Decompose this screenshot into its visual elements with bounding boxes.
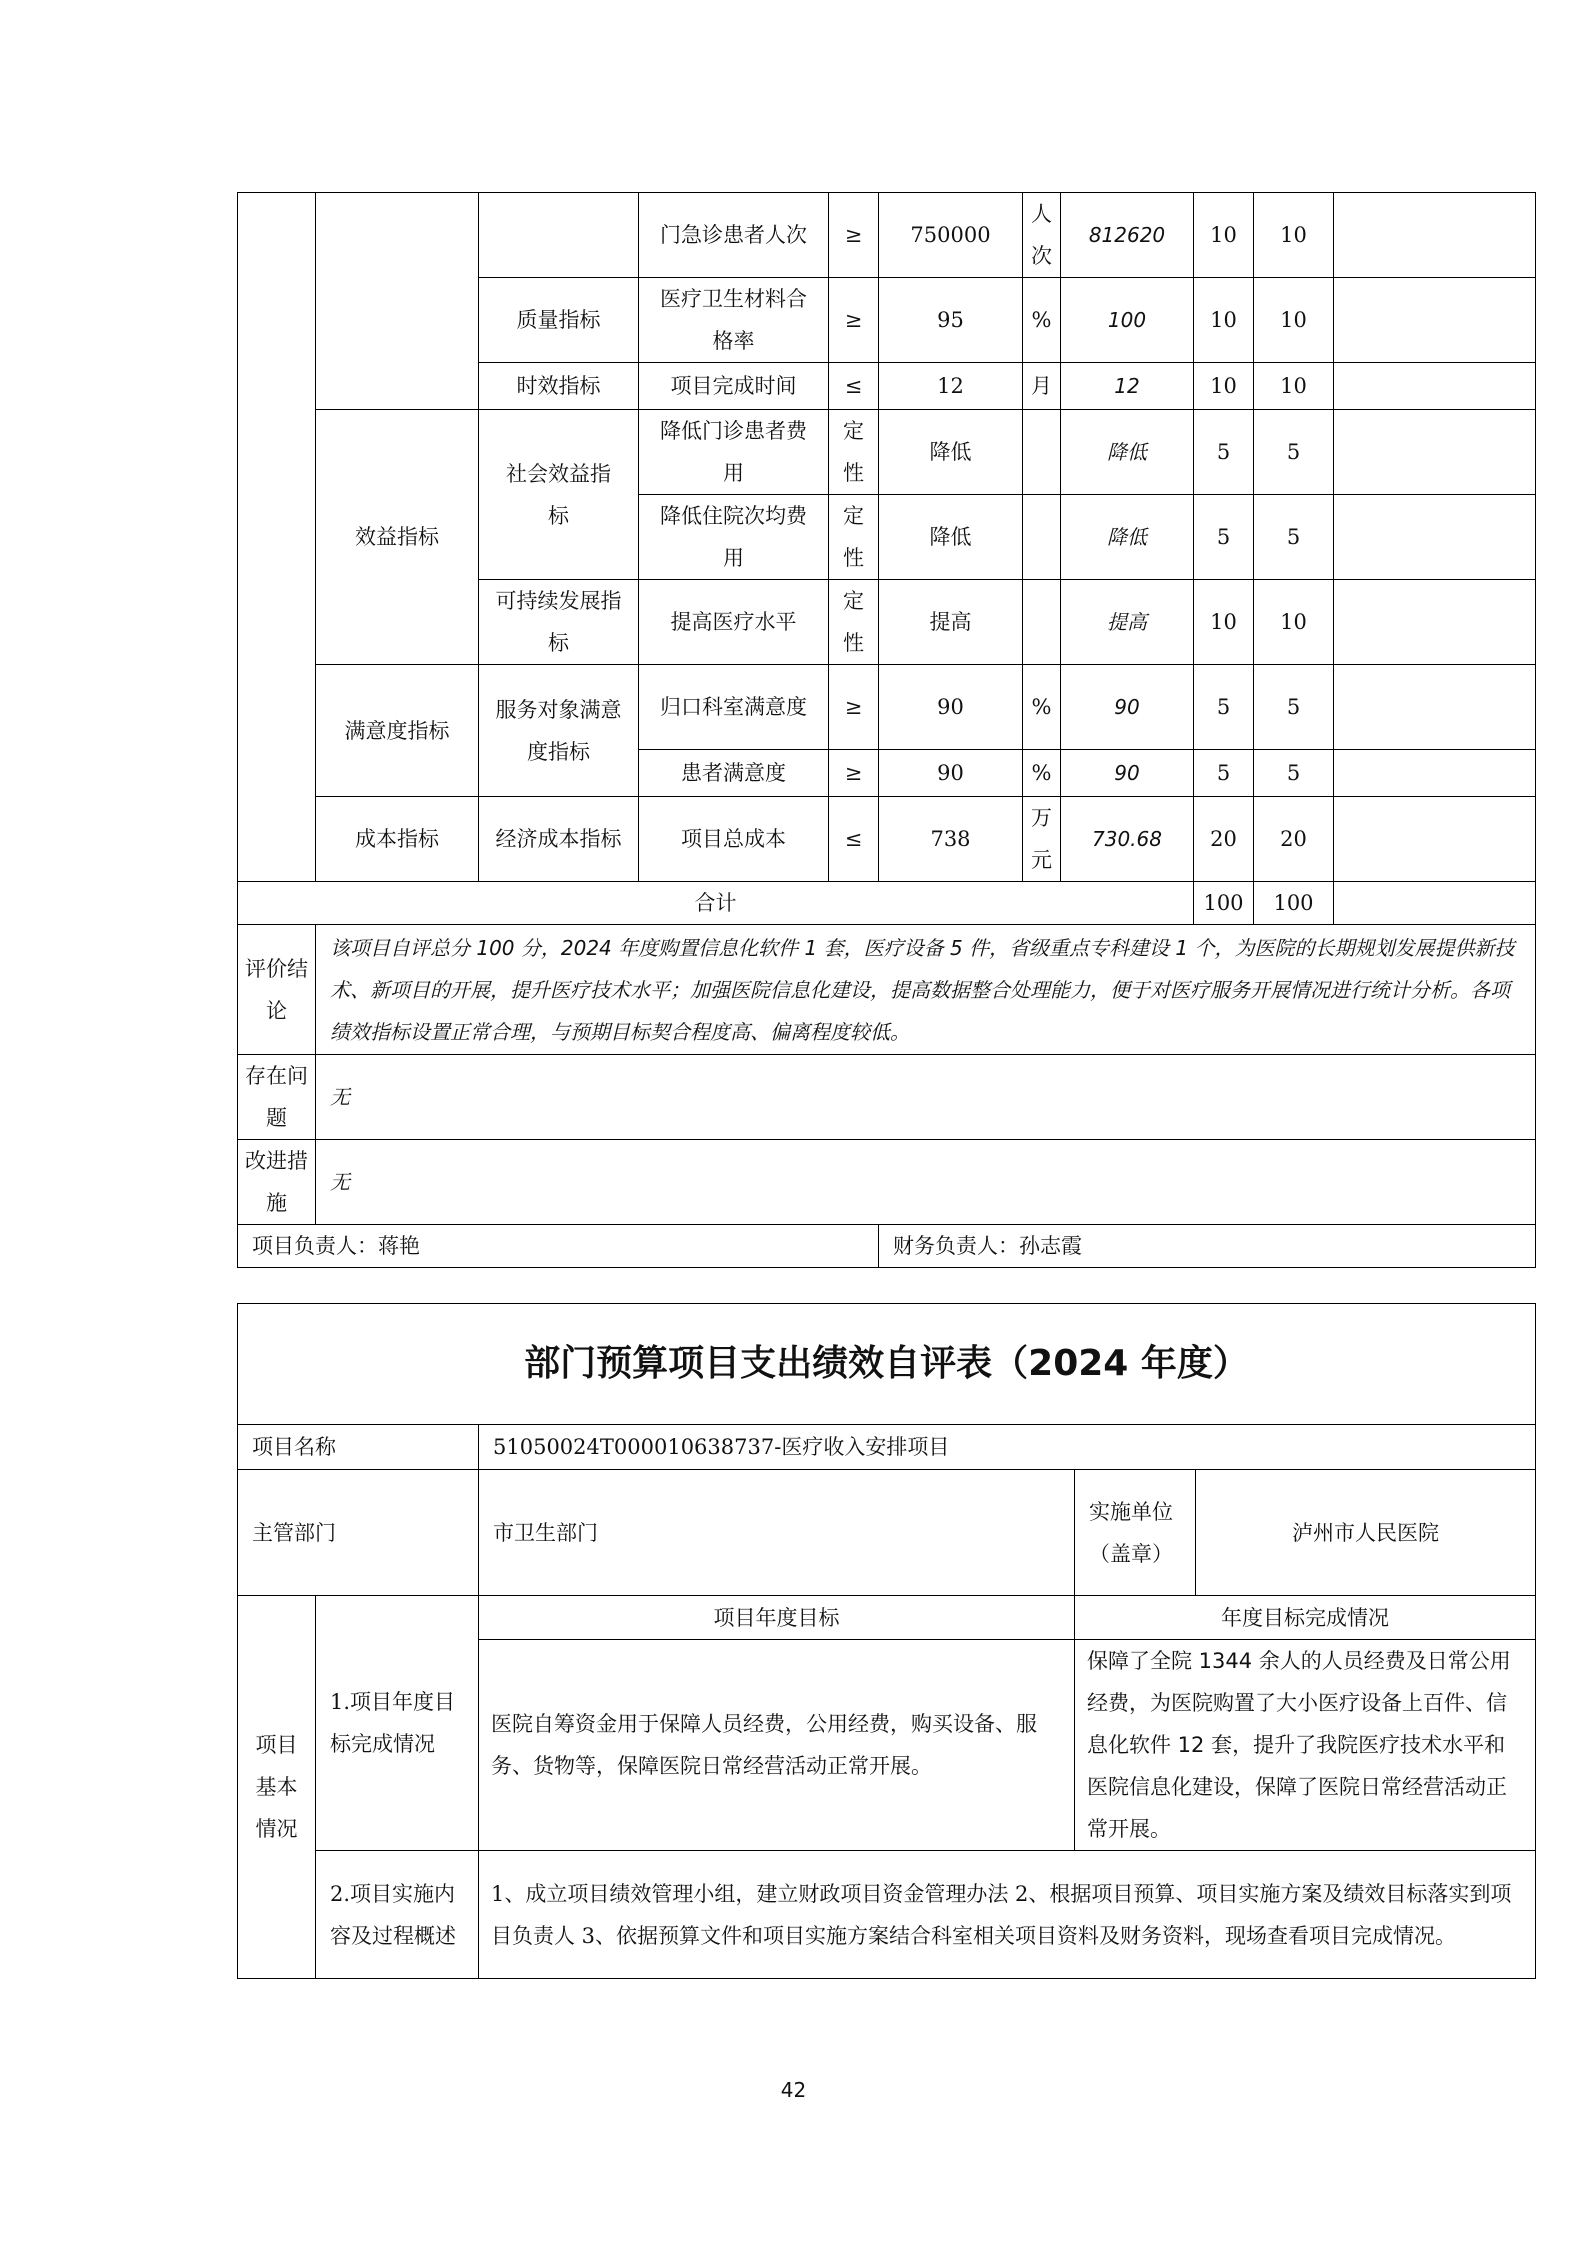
project-name-value: 51050024T000010638737-医疗收入安排项目 — [479, 1425, 1536, 1470]
weight: 10 — [1194, 193, 1254, 278]
note — [1334, 580, 1536, 665]
score: 5 — [1254, 495, 1334, 580]
operator: ≥ — [829, 750, 879, 797]
project-leader: 项目负责人：蒋艳 — [238, 1225, 879, 1268]
goal-text: 医院自筹资金用于保障人员经费，公用经费，购买设备、服务、货物等，保障医院日常经营活动正常开展。 — [479, 1640, 1075, 1851]
level2-cell: 成本指标 — [316, 797, 479, 882]
level2-cell — [316, 193, 479, 410]
unit: % — [1023, 750, 1061, 797]
conclusion-label: 评价结论 — [238, 925, 316, 1055]
total-row — [238, 882, 1536, 925]
indicator-row — [238, 665, 1536, 750]
weight: 5 — [1194, 665, 1254, 750]
score: 10 — [1254, 193, 1334, 278]
indicator-name: 患者满意度 — [639, 750, 829, 797]
basic-info-label: 项目基本情况 — [238, 1596, 316, 1979]
operator: ≤ — [829, 797, 879, 882]
total-score: 100 — [1254, 882, 1334, 925]
operator: 定性 — [829, 580, 879, 665]
indicator-name: 降低住院次均费用 — [639, 495, 829, 580]
unit — [1023, 410, 1061, 495]
operator: ≥ — [829, 665, 879, 750]
score: 20 — [1254, 797, 1334, 882]
indicator-name: 归口科室满意度 — [639, 665, 829, 750]
operator: 定性 — [829, 495, 879, 580]
weight: 5 — [1194, 750, 1254, 797]
weight: 10 — [1194, 278, 1254, 363]
improvements-text: 无 — [316, 1140, 1536, 1225]
form-title-row — [238, 1304, 1536, 1425]
weight: 5 — [1194, 410, 1254, 495]
actual-value: 降低 — [1061, 410, 1194, 495]
note — [1334, 665, 1536, 750]
signature-row — [238, 1225, 1536, 1268]
operator: 定性 — [829, 410, 879, 495]
indicator-name: 项目总成本 — [639, 797, 829, 882]
level3-cell: 服务对象满意度指标 — [479, 665, 639, 797]
target-value: 降低 — [879, 495, 1023, 580]
weight: 5 — [1194, 495, 1254, 580]
completion-text: 保障了全院 1344 余人的人员经费及日常公用经费，为医院购置了大小医疗设备上百件、信息化软件 12 套，提升了我院医疗技术水平和医院信息化建设，保障了医院日常经营活动正常开展。 — [1075, 1640, 1536, 1851]
actual-value: 12 — [1061, 363, 1194, 410]
dept-value: 市卫生部门 — [479, 1470, 1075, 1596]
goal-section-label: 1.项目年度目标完成情况 — [316, 1596, 479, 1851]
conclusion-row — [238, 925, 1536, 1055]
conclusion-text: 该项目自评总分 100 分，2024 年度购置信息化软件 1 套，医疗设备 5 件，省级重点专科建设 1 个，为医院的长期规划发展提供新技术、新项目的开展，提升医疗技术水平；加强医院信息化建设，提高数据整合处理能力，便于对医疗服务开展情况进行统计分析。各项绩效指标设置正常合理，与预期目标契合程度高、偏离程度较低。 — [316, 925, 1536, 1055]
goal-header-row — [238, 1596, 1536, 1640]
indicator-name: 降低门诊患者费用 — [639, 410, 829, 495]
actual-value: 100 — [1061, 278, 1194, 363]
target-value: 90 — [879, 665, 1023, 750]
self-evaluation-form — [237, 1303, 1536, 1979]
total-weight: 100 — [1194, 882, 1254, 925]
operator: ≤ — [829, 363, 879, 410]
implementation-row — [238, 1851, 1536, 1979]
score: 5 — [1254, 410, 1334, 495]
unit: 万元 — [1023, 797, 1061, 882]
improvements-row — [238, 1140, 1536, 1225]
unit — [1023, 580, 1061, 665]
target-value: 90 — [879, 750, 1023, 797]
indicator-name: 项目完成时间 — [639, 363, 829, 410]
target-value: 12 — [879, 363, 1023, 410]
total-note — [1334, 882, 1536, 925]
page-number: 42 — [780, 2078, 807, 2102]
form-title: 部门预算项目支出绩效自评表（2024 年度） — [238, 1304, 1536, 1425]
problems-label: 存在问题 — [238, 1055, 316, 1140]
actual-value: 提高 — [1061, 580, 1194, 665]
project-name-row — [238, 1425, 1536, 1470]
note — [1334, 363, 1536, 410]
note — [1334, 278, 1536, 363]
goal-header: 项目年度目标 — [479, 1596, 1075, 1640]
score: 10 — [1254, 363, 1334, 410]
note — [1334, 495, 1536, 580]
score: 10 — [1254, 580, 1334, 665]
score: 5 — [1254, 665, 1334, 750]
note — [1334, 410, 1536, 495]
score: 5 — [1254, 750, 1334, 797]
indicator-row — [238, 193, 1536, 278]
level3-cell: 时效指标 — [479, 363, 639, 410]
indicator-name: 提高医疗水平 — [639, 580, 829, 665]
level3-cell: 社会效益指标 — [479, 410, 639, 580]
weight: 10 — [1194, 363, 1254, 410]
operator: ≥ — [829, 278, 879, 363]
target-value: 738 — [879, 797, 1023, 882]
indicator-row — [238, 797, 1536, 882]
unit — [1023, 495, 1061, 580]
unit: 月 — [1023, 363, 1061, 410]
level3-cell: 经济成本指标 — [479, 797, 639, 882]
implementation-text: 1、成立项目绩效管理小组，建立财政项目资金管理办法 2、根据项目预算、项目实施方案及绩效目标落实到项目负责人 3、依据预算文件和项目实施方案结合科室相关项目资料及财务资料，现场查看项目完成情况。 — [479, 1851, 1536, 1979]
target-value: 95 — [879, 278, 1023, 363]
level3-cell: 可持续发展指标 — [479, 580, 639, 665]
indicator-row — [238, 410, 1536, 495]
unit-label: 实施单位（盖章） — [1075, 1470, 1196, 1596]
unit: % — [1023, 665, 1061, 750]
level3-cell: 质量指标 — [479, 278, 639, 363]
dept-row — [238, 1470, 1536, 1596]
level2-cell: 满意度指标 — [316, 665, 479, 797]
level1-cell — [238, 193, 316, 882]
performance-indicator-table — [237, 192, 1536, 1268]
target-value: 750000 — [879, 193, 1023, 278]
completion-header: 年度目标完成情况 — [1075, 1596, 1536, 1640]
total-label: 合计 — [238, 882, 1194, 925]
level3-cell — [479, 193, 639, 278]
unit: 人次 — [1023, 193, 1061, 278]
target-value: 提高 — [879, 580, 1023, 665]
score: 10 — [1254, 278, 1334, 363]
finance-leader: 财务负责人：孙志霞 — [879, 1225, 1536, 1268]
indicator-name: 门急诊患者人次 — [639, 193, 829, 278]
actual-value: 90 — [1061, 665, 1194, 750]
operator: ≥ — [829, 193, 879, 278]
actual-value: 812620 — [1061, 193, 1194, 278]
dept-label: 主管部门 — [238, 1470, 479, 1596]
implementation-label: 2.项目实施内容及过程概述 — [316, 1851, 479, 1979]
note — [1334, 797, 1536, 882]
unit-value: 泸州市人民医院 — [1196, 1470, 1536, 1596]
note — [1334, 750, 1536, 797]
actual-value: 降低 — [1061, 495, 1194, 580]
problems-text: 无 — [316, 1055, 1536, 1140]
weight: 10 — [1194, 580, 1254, 665]
target-value: 降低 — [879, 410, 1023, 495]
improvements-label: 改进措施 — [238, 1140, 316, 1225]
problems-row — [238, 1055, 1536, 1140]
weight: 20 — [1194, 797, 1254, 882]
actual-value: 730.68 — [1061, 797, 1194, 882]
project-name-label: 项目名称 — [238, 1425, 479, 1470]
note — [1334, 193, 1536, 278]
indicator-name: 医疗卫生材料合格率 — [639, 278, 829, 363]
actual-value: 90 — [1061, 750, 1194, 797]
unit: % — [1023, 278, 1061, 363]
level2-cell: 效益指标 — [316, 410, 479, 665]
